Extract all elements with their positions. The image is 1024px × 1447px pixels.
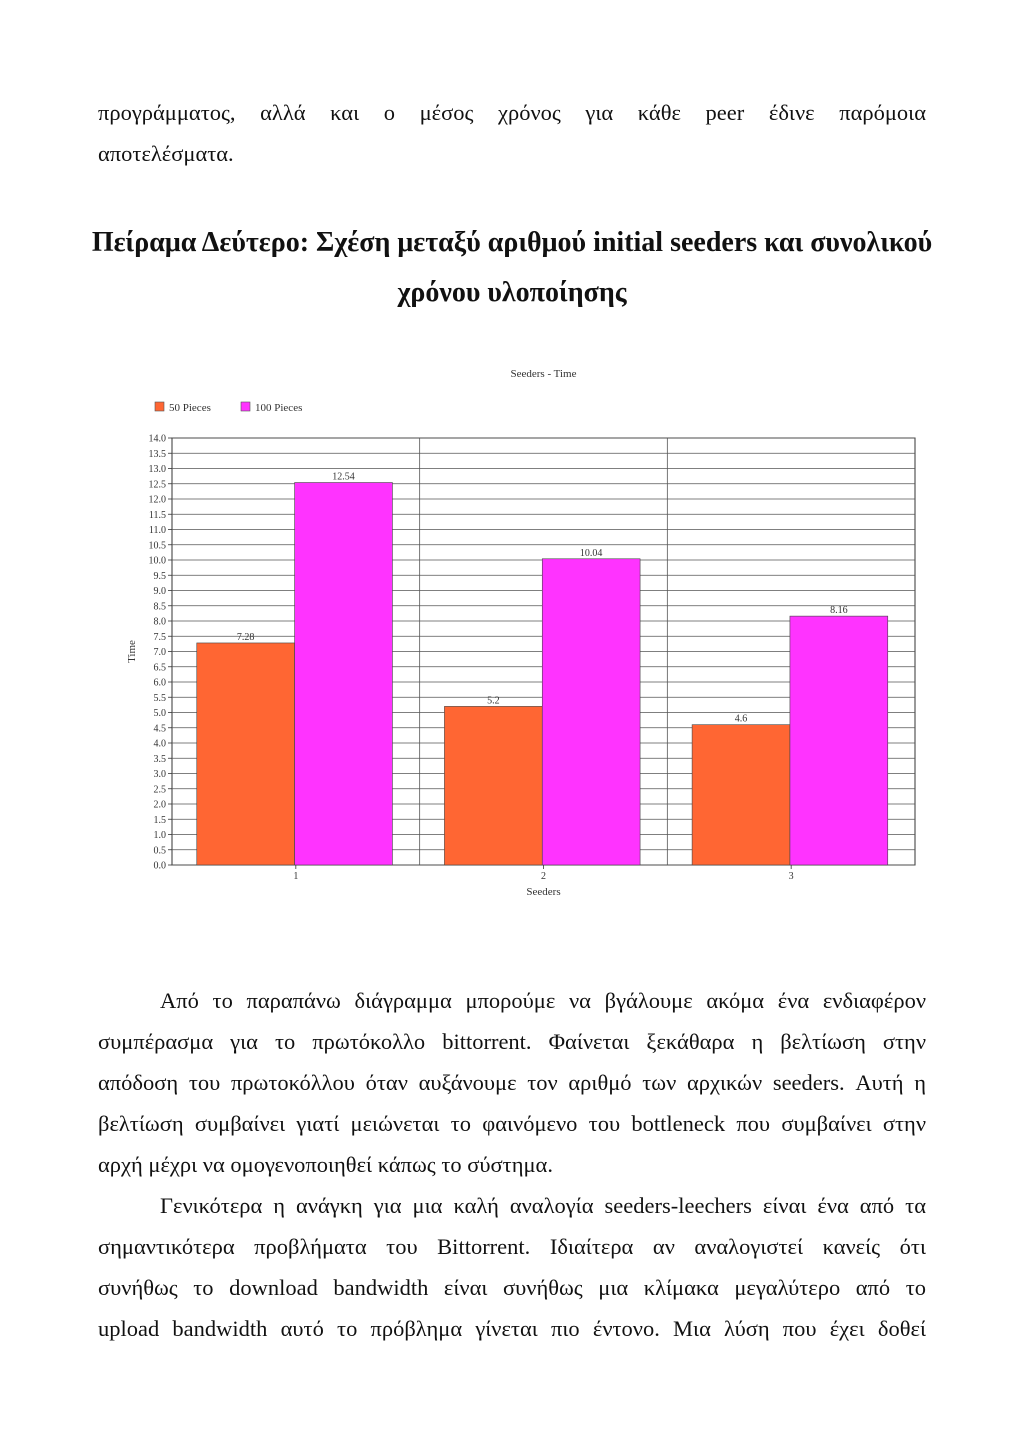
bar-value-label: 5.2 <box>487 695 500 707</box>
x-tick-label: 3 <box>788 871 794 882</box>
y-tick-label: 0.5 <box>153 845 166 857</box>
legend-swatch <box>241 402 250 411</box>
intro-line-2: αποτελέσματα. <box>98 141 234 166</box>
paragraph-2-line: συνήθως το download bandwidth είναι συνήθως μια κλίμακα μεγαλύτερο από το <box>98 1275 926 1300</box>
y-tick-label: 13.0 <box>148 464 166 475</box>
bar <box>790 616 888 865</box>
y-tick-label: 14.0 <box>148 433 166 445</box>
paragraph-1-line: συμπέρασμα για το πρωτόκολλο bittorrent. Φαίνεται ξεκάθαρα η βελτίωση στην <box>98 1029 926 1054</box>
section-heading-line-1: Πείραμα Δεύτερο: Σχέση μεταξύ αριθμού initial seeders και συνολικού <box>91 227 933 258</box>
y-tick-label: 12.5 <box>148 479 166 491</box>
paragraph-1 <box>98 980 926 1185</box>
y-tick-label: 0.0 <box>153 860 166 872</box>
y-tick-label: 12.0 <box>148 494 166 506</box>
paragraph-2 <box>98 1185 926 1349</box>
bar <box>295 483 393 865</box>
y-tick-label: 10.5 <box>148 540 166 552</box>
y-tick-label: 9.5 <box>153 570 166 582</box>
paragraph-2-line: Γενικότερα η ανάγκη για μια καλή αναλογία seeders-leechers είναι ένα από τα <box>160 1193 926 1218</box>
section-heading-line-2: χρόνου υλοποίησης <box>397 277 627 308</box>
y-tick-label: 6.5 <box>153 662 166 674</box>
y-tick-label: 5.0 <box>153 708 166 719</box>
y-tick-label: 3.5 <box>153 753 166 765</box>
y-tick-label: 4.5 <box>153 723 166 735</box>
y-tick-label: 8.0 <box>153 616 166 628</box>
paragraph-1-line: απόδοση του πρωτοκόλλου όταν αυξάνουμε τον αριθμό των αρχικών seeders. Αυτή η <box>98 1070 926 1095</box>
legend-label: 100 Pieces <box>255 402 303 414</box>
y-axis-label: Time <box>126 640 138 663</box>
bar-value-label: 10.04 <box>579 547 603 559</box>
paragraph-2-line: upload bandwidth αυτό το πρόβλημα γίνεται πιο έντονο. Μια λύση που έχει δοθεί <box>98 1316 926 1341</box>
x-tick-label: 2 <box>541 871 546 882</box>
intro-line-1: προγράμματος, αλλά και ο μέσος χρόνος για κάθε peer έδινε παρόμοια <box>98 100 926 125</box>
y-tick-label: 7.5 <box>153 631 166 643</box>
bar <box>197 643 295 865</box>
paragraph-1-line: αρχή μέχρι να ομογενοποιηθεί κάπως το σύστημα. <box>98 1152 553 1177</box>
x-tick-label: 1 <box>293 871 299 882</box>
y-tick-label: 2.0 <box>153 799 166 811</box>
bar-value-label: 7.28 <box>236 631 255 643</box>
bar-value-label: 8.16 <box>830 605 848 617</box>
bar <box>444 706 542 865</box>
legend-swatch <box>155 402 164 411</box>
bar <box>692 725 790 865</box>
y-tick-label: 7.0 <box>153 647 166 658</box>
y-tick-label: 1.5 <box>153 814 166 826</box>
y-tick-label: 2.5 <box>153 784 166 796</box>
chart-title: Seeders - Time <box>510 368 577 380</box>
y-tick-label: 10.0 <box>148 555 166 567</box>
intro-paragraph <box>98 92 926 174</box>
paragraph-2-line: σημαντικότερα προβλήματα του Bittorrent. Ιδιαίτερα αν αναλογιστεί κανείς ότι <box>98 1234 926 1259</box>
legend-label: 50 Pieces <box>169 402 211 414</box>
body-text <box>98 980 926 1349</box>
section-heading <box>80 218 944 318</box>
x-axis-label: Seeders <box>526 886 561 898</box>
y-tick-label: 3.0 <box>153 769 166 780</box>
y-tick-label: 11.5 <box>148 509 166 521</box>
y-tick-label: 5.5 <box>153 692 166 704</box>
paragraph-1-line: Από το παραπάνω διάγραμμα μπορούμε να βγάλουμε ακόμα ένα ενδιαφέρον <box>160 988 926 1013</box>
seeders-time-chart <box>100 355 940 915</box>
y-tick-label: 9.0 <box>153 586 166 597</box>
bar <box>542 559 640 865</box>
y-tick-label: 6.0 <box>153 677 166 689</box>
y-tick-label: 1.0 <box>153 830 166 841</box>
y-tick-label: 4.0 <box>153 738 166 750</box>
bar-value-label: 12.54 <box>332 471 355 483</box>
y-tick-label: 8.5 <box>153 601 166 613</box>
chart-svg <box>100 355 940 915</box>
bar-value-label: 4.6 <box>734 713 748 725</box>
y-tick-label: 11.0 <box>148 525 166 536</box>
paragraph-1-line: βελτίωση συμβαίνει γιατί μειώνεται το φαινόμενο του bottleneck που συμβαίνει στην <box>98 1111 926 1136</box>
y-tick-label: 13.5 <box>148 448 166 460</box>
